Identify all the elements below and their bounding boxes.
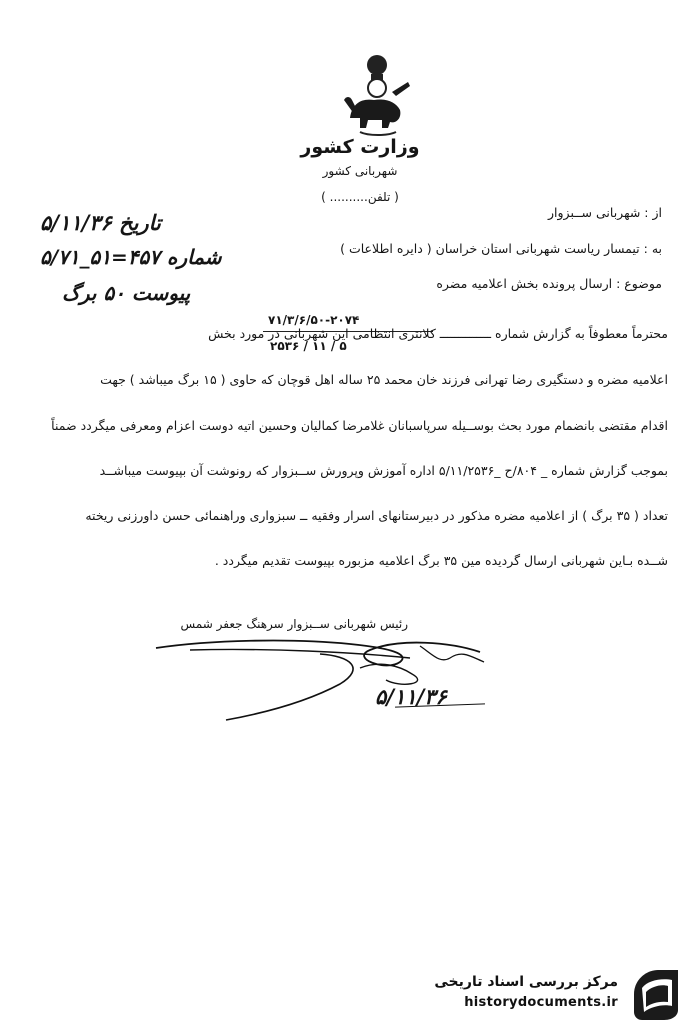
body-line-6: شــده بـاین شهربانی ارسال گردیده مین ۳۵ برگ اعلامیه مزبوره بپیوست تقدیم میگردد . [214,553,668,568]
archive-logo-icon [628,966,684,1022]
body-line-3: اقدام مقتضی بانضمام مورد بحث بوســیله سرپاسبانان غلامرضا کمالیان وحسین اتیه دوست اعزام ومعرفی میگردد ضمناً [51,418,668,433]
body-line-4: بموجب گزارش شماره _ ۸۰۴/ح _۵/۱۱/۲۵۳۶ اداره آموزش وپرورش ســبزوار که رونوشت آن بپیوست میباشــد [99,463,668,478]
signatory-title: رئیس شهربانی ســبزوار سرهنگ جعفر شمس [180,617,408,631]
body-line-2: اعلامیه مضره و دستگیری رضا تهرانی فرزند خان محمد ۲۵ ساله اهل قوچان که حاوی ( ۱۵ برگ میباشد ) جهت [100,372,668,387]
handwritten-date: تاریخ ۵/۱۱/۳۶ [40,210,161,235]
to-line: به : تیمسار ریاست شهربانی استان خراسان ( دایره اطلاعات ) [340,241,662,256]
subject-line: موضوع : ارسال پرونده بخش اعلامیه مضره [436,276,662,291]
body-line-1: محترماً معطوفاً به گزارش شماره ــــــــــــــ کلانتری انتظامی این شهربانی در مورد بخش [208,326,668,341]
body-line-5: تعداد ( ۳۵ برگ ) از اعلامیه مضره مذکور در دبیرستانهای اسرار وفقیه ــ سبزواری وراهنمائی حسن داورزنی ریخته [85,508,668,523]
phone-field: ( تلفن.......... ) [321,190,399,204]
lion-and-sun-emblem-icon [330,48,420,140]
handwritten-attachment: پیوست ۵۰ برگ [62,281,191,305]
ministry-title: وزارت کشور [300,136,420,158]
from-line: از : شهربانی ســبزوار [548,205,662,220]
signature-date: ۵/۱۱/۳۶ [375,684,447,709]
handwritten-number: شماره ۴۵۷=۵۱_۵/۷۱ [40,245,222,269]
report-number-top: ۷۱/۳/۶/۵۰-۲۰۷۴ [268,313,360,327]
watermark-name: مرکز بررسی اسناد تاریخی [434,974,618,990]
report-number-bottom: ۲۵۳۶ / ۱۱ / ۵ [270,339,347,353]
police-subtitle: شهربانی کشور [322,164,398,178]
watermark-url: historydocuments.ir [464,995,618,1010]
